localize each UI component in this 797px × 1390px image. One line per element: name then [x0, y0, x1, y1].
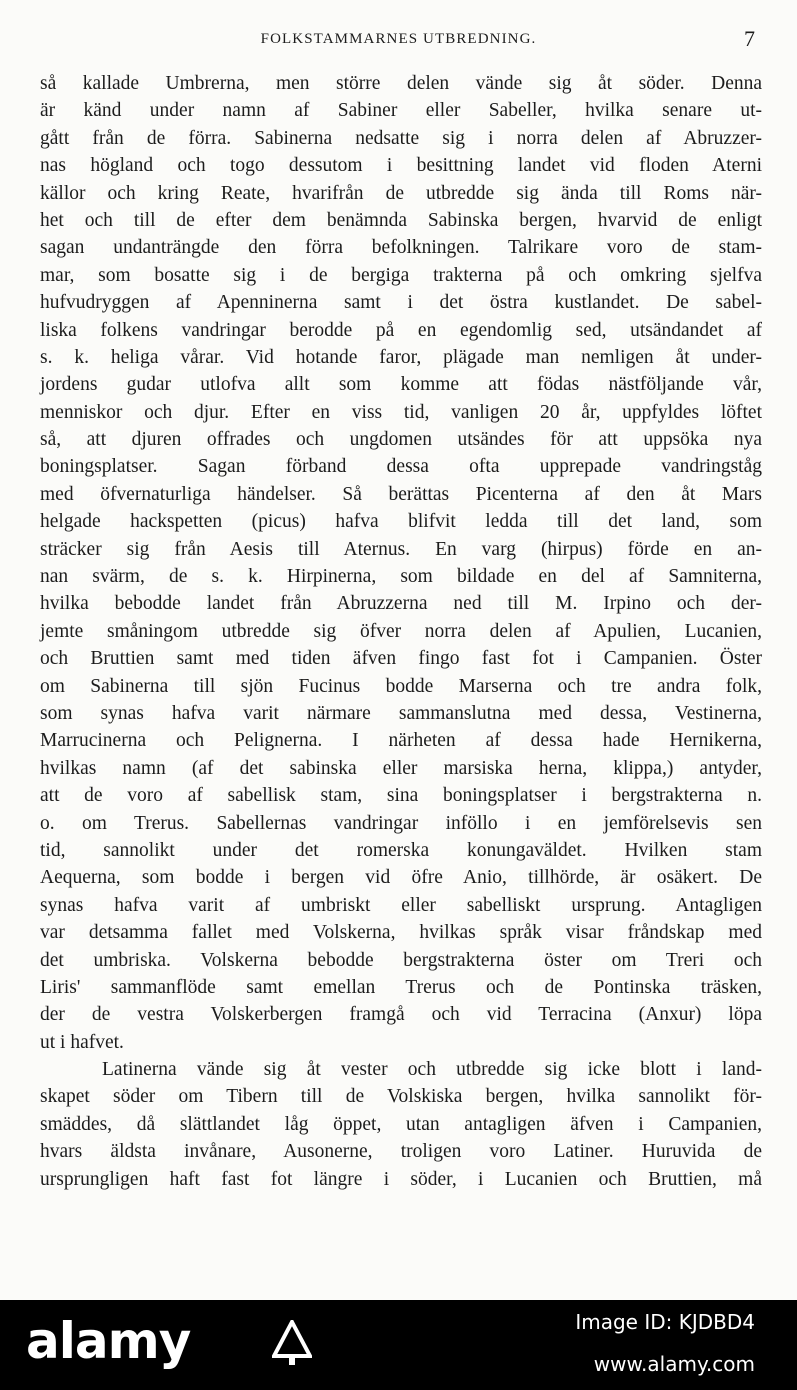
text-line: hufvudryggen af Apenninerna samt i det östra kustlandet. De sabel-: [40, 292, 762, 314]
text-line: sagan undanträngde den förra befolkningen. Talrikare voro de stam-: [40, 237, 762, 259]
page-number: 7: [744, 26, 755, 51]
text-line: menniskor och djur. Efter en viss tid, vanligen 20 år, uppfyldes löftet: [40, 401, 762, 423]
text-line: Liris' sammanflöde samt emellan Trerus och de Pontinska träsken,: [40, 976, 762, 998]
text-line: smäddes, då slättlandet låg öppet, utan antagligen äfven i Campanien,: [40, 1113, 762, 1135]
text-line: och Bruttien samt med tiden äfven fingo fast fot i Campanien. Öster: [40, 648, 762, 670]
text-line: jemte småningom utbredde sig öfver norra delen af Apulien, Lucanien,: [40, 620, 762, 642]
text-line: ursprungligen haft fast fot längre i söder, i Lucanien och Bruttien, må: [40, 1168, 762, 1190]
text-line: hvilka bebodde landet från Abruzzerna ned till M. Irpino och der-: [40, 593, 762, 615]
text-line: sträcker sig från Aesis till Aternus. En varg (hirpus) förde en an-: [40, 538, 762, 560]
text-line: med öfvernaturliga händelser. Så berättas Picenterna af den åt Mars: [40, 483, 762, 505]
text-line: så kallade Umbrerna, men större delen vände sig åt söder. Denna: [40, 73, 762, 94]
text-line: Latinerna vände sig åt vester och utbredde sig icke blott i land-: [102, 1059, 762, 1081]
text-line: helgade hackspetten (picus) hafva blifvit ledda till det land, som: [40, 511, 762, 533]
text-line: hvilkas namn (af det sabinska eller marsiska herna, klippa,) antyder,: [40, 757, 762, 779]
watermark-footer: [0, 1300, 797, 1390]
alamy-logo: alamy: [26, 1312, 191, 1370]
text-line: ut i hafvet.: [40, 1031, 124, 1053]
text-line: som synas hafva varit närmare sammanslutna med dessa, Vestinerna,: [40, 702, 762, 724]
text-line: nas högland och togo dessutom i besittning landet vid floden Aterni: [40, 155, 762, 177]
text-line: tid, sannolikt under det romerska konungaväldet. Hvilken stam: [40, 839, 762, 861]
site-url: www.alamy.com: [593, 1352, 755, 1376]
text-line: der de vestra Volskerbergen framgå och vid Terracina (Anxur) löpa: [40, 1004, 762, 1026]
text-line: mar, som bosatte sig i de bergiga trakterna på och omkring sjelfva: [40, 264, 762, 286]
text-line: så, att djuren offrades och ungdomen utsändes för att uppsöka nya: [40, 429, 762, 451]
text-line: Aequerna, som bodde i bergen vid öfre Anio, tillhörde, är osäkert. De: [40, 867, 762, 889]
text-line: jordens gudar utlofva allt som komme att födas nästföljande vår,: [40, 374, 762, 396]
running-title: FOLKSTAMMARNES UTBREDNING.: [260, 31, 537, 47]
text-line: var detsamma fallet med Volskerna, hvilkas språk visar fråndskap med: [40, 922, 762, 944]
body-text: [40, 70, 762, 1193]
text-line: hvars äldsta invånare, Ausonerne, troligen voro Latiner. Huruvida de: [40, 1141, 762, 1163]
text-line: Marrucinerna och Pelignerna. I närheten af dessa hade Hernikerna,: [40, 730, 762, 752]
page-header: [0, 26, 797, 56]
text-line: synas hafva varit af umbriskt eller sabelliskt ursprung. Antagligen: [40, 894, 762, 916]
text-line: det umbriska. Volskerna bebodde bergstrakterna öster om Treri och: [40, 949, 762, 971]
text-line: nan svärm, de s. k. Hirpinerna, som bildade en del af Samniterna,: [40, 566, 762, 588]
text-line: het och till de efter dem benämnda Sabinska bergen, hvarvid de enligt: [40, 209, 762, 231]
alamy-mark-icon: [272, 1320, 312, 1366]
text-line: liska folkens vandringar berodde på en egendomlig sed, utsändandet af: [40, 319, 762, 341]
text-line: s. k. heliga vårar. Vid hotande faror, plägade man nemligen åt under-: [40, 346, 762, 368]
text-line: gått från de förra. Sabinerna nedsatte sig i norra delen af Abruzzer-: [40, 127, 762, 149]
text-line: är känd under namn af Sabiner eller Sabeller, hvilka senare ut-: [40, 100, 762, 122]
text-line: skapet söder om Tibern till de Volskiska bergen, hvilka sannolikt för-: [40, 1086, 762, 1108]
image-id: Image ID: KJDBD4: [575, 1310, 755, 1334]
text-line: o. om Trerus. Sabellernas vandringar inföllo i en jemförelsevis sen: [40, 812, 762, 834]
text-line: källor och kring Reate, hvarifrån de utbredde sig ända till Roms när-: [40, 182, 762, 204]
text-line: boningsplatser. Sagan förband dessa ofta upprepade vandringståg: [40, 456, 762, 478]
text-line: att de voro af sabellisk stam, sina boningsplatser i bergstrakterna n.: [40, 785, 762, 807]
text-line: om Sabinerna till sjön Fucinus bodde Marserna och tre andra folk,: [40, 675, 762, 697]
